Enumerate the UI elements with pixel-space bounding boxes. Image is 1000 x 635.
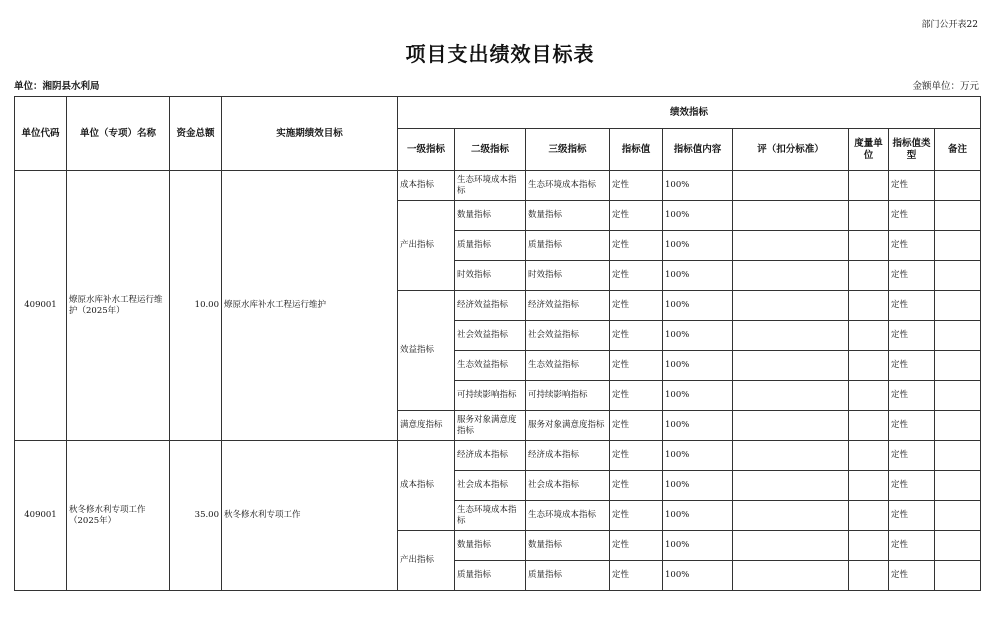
amount-unit-label: 金额单位：万元 [912,81,979,92]
value-type-cell: 定性 [889,351,935,381]
empty-cell [733,351,849,381]
goal-cell: 秋冬修水利专项工作 [222,441,398,591]
value-content-cell: 100% [663,471,733,501]
empty-cell [733,381,849,411]
empty-cell [849,561,889,591]
empty-cell [733,441,849,471]
value-cell: 定性 [610,531,663,561]
goal-cell: 燎原水库补水工程运行维护 [222,171,398,441]
header-value: 指标值 [610,129,663,171]
value-type-cell: 定性 [889,171,935,201]
empty-cell [935,201,981,231]
empty-cell [733,231,849,261]
level2-cell: 生态环境成本指标 [455,501,526,531]
value-cell: 定性 [610,381,663,411]
level3-cell: 质量指标 [526,231,610,261]
empty-cell [849,321,889,351]
empty-cell [733,261,849,291]
header-value-type: 指标值类型 [889,129,935,171]
empty-cell [935,411,981,441]
value-cell: 定性 [610,561,663,591]
empty-cell [935,261,981,291]
total-funds-cell: 10.00 [170,171,222,441]
level2-cell: 经济成本指标 [455,441,526,471]
empty-cell [733,531,849,561]
value-type-cell: 定性 [889,261,935,291]
header-total-funds: 资金总额 [170,97,222,171]
value-cell: 定性 [610,501,663,531]
header-perf-indicators: 绩效指标 [398,97,981,129]
level3-cell: 生态环境成本指标 [526,501,610,531]
empty-cell [935,561,981,591]
level3-cell: 数量指标 [526,531,610,561]
header-measure-unit: 度量单位 [849,129,889,171]
level3-cell: 社会效益指标 [526,321,610,351]
header-level3: 三级指标 [526,129,610,171]
level2-cell: 数量指标 [455,531,526,561]
header-level2: 二级指标 [455,129,526,171]
empty-cell [849,501,889,531]
level2-cell: 质量指标 [455,561,526,591]
level3-cell: 生态环境成本指标 [526,171,610,201]
empty-cell [733,201,849,231]
empty-cell [935,291,981,321]
level1-cell: 产出指标 [398,531,455,591]
level3-cell: 社会成本指标 [526,471,610,501]
empty-cell [935,471,981,501]
level2-cell: 经济效益指标 [455,291,526,321]
level3-cell: 可持续影响指标 [526,381,610,411]
value-content-cell: 100% [663,201,733,231]
value-type-cell: 定性 [889,291,935,321]
empty-cell [935,531,981,561]
value-cell: 定性 [610,231,663,261]
value-type-cell: 定性 [889,411,935,441]
empty-cell [935,501,981,531]
value-content-cell: 100% [663,261,733,291]
value-cell: 定性 [610,261,663,291]
header-value-content: 指标值内容 [663,129,733,171]
value-cell: 定性 [610,171,663,201]
empty-cell [849,171,889,201]
empty-cell [733,321,849,351]
unit-code-cell: 409001 [15,441,67,591]
unit-label: 单位：湘阴县水利局 [14,81,100,92]
value-content-cell: 100% [663,171,733,201]
empty-cell [733,171,849,201]
value-type-cell: 定性 [889,531,935,561]
empty-cell [849,471,889,501]
empty-cell [935,441,981,471]
level3-cell: 服务对象满意度指标 [526,411,610,441]
value-type-cell: 定性 [889,321,935,351]
level3-cell: 经济效益指标 [526,291,610,321]
level3-cell: 质量指标 [526,561,610,591]
table-row [15,441,981,471]
empty-cell [935,321,981,351]
table-body [15,171,981,591]
level2-cell: 生态效益指标 [455,351,526,381]
value-content-cell: 100% [663,441,733,471]
level2-cell: 时效指标 [455,261,526,291]
header-scoring: 评（扣分标准） [733,129,849,171]
header-level1: 一级指标 [398,129,455,171]
header-unit-code: 单位代码 [15,97,67,171]
value-type-cell: 定性 [889,441,935,471]
performance-table [14,96,981,591]
level1-cell: 产出指标 [398,201,455,291]
level2-cell: 社会成本指标 [455,471,526,501]
page-title: 项目支出绩效目标表 [405,42,595,66]
empty-cell [733,561,849,591]
level2-cell: 可持续影响指标 [455,381,526,411]
empty-cell [935,171,981,201]
level1-cell: 满意度指标 [398,411,455,441]
value-cell: 定性 [610,291,663,321]
level3-cell: 数量指标 [526,201,610,231]
empty-cell [733,411,849,441]
level2-cell: 服务对象满意度指标 [455,411,526,441]
value-cell: 定性 [610,441,663,471]
level3-cell: 经济成本指标 [526,441,610,471]
level3-cell: 生态效益指标 [526,351,610,381]
header-remark: 备注 [935,129,981,171]
value-type-cell: 定性 [889,471,935,501]
value-content-cell: 100% [663,231,733,261]
value-cell: 定性 [610,201,663,231]
header-unit-name: 单位（专项）名称 [67,97,170,171]
empty-cell [733,471,849,501]
value-content-cell: 100% [663,351,733,381]
empty-cell [849,231,889,261]
empty-cell [849,351,889,381]
level2-cell: 数量指标 [455,201,526,231]
value-content-cell: 100% [663,411,733,441]
empty-cell [849,411,889,441]
empty-cell [935,351,981,381]
value-type-cell: 定性 [889,231,935,261]
unit-name-cell: 秋冬修水利专项工作（2025年） [67,441,170,591]
value-cell: 定性 [610,471,663,501]
level1-cell: 效益指标 [398,291,455,411]
value-cell: 定性 [610,351,663,381]
empty-cell [849,381,889,411]
value-type-cell: 定性 [889,561,935,591]
value-content-cell: 100% [663,501,733,531]
level3-cell: 时效指标 [526,261,610,291]
empty-cell [849,441,889,471]
empty-cell [849,291,889,321]
value-type-cell: 定性 [889,381,935,411]
empty-cell [849,261,889,291]
empty-cell [935,381,981,411]
unit-code-cell: 409001 [15,171,67,441]
table-row [15,171,981,201]
value-content-cell: 100% [663,381,733,411]
empty-cell [733,501,849,531]
level1-cell: 成本指标 [398,171,455,201]
value-content-cell: 100% [663,291,733,321]
value-cell: 定性 [610,321,663,351]
header-goal: 实施期绩效目标 [222,97,398,171]
value-cell: 定性 [610,411,663,441]
unit-name-cell: 燎原水库补水工程运行维护（2025年） [67,171,170,441]
level1-cell: 成本指标 [398,441,455,531]
total-funds-cell: 35.00 [170,441,222,591]
level2-cell: 质量指标 [455,231,526,261]
empty-cell [935,231,981,261]
empty-cell [849,531,889,561]
value-content-cell: 100% [663,531,733,561]
value-type-cell: 定性 [889,501,935,531]
value-type-cell: 定性 [889,201,935,231]
value-content-cell: 100% [663,321,733,351]
level2-cell: 社会效益指标 [455,321,526,351]
empty-cell [849,201,889,231]
empty-cell [733,291,849,321]
table-number-label: 部门公开表22 [921,20,978,30]
value-content-cell: 100% [663,561,733,591]
level2-cell: 生态环境成本指标 [455,171,526,201]
